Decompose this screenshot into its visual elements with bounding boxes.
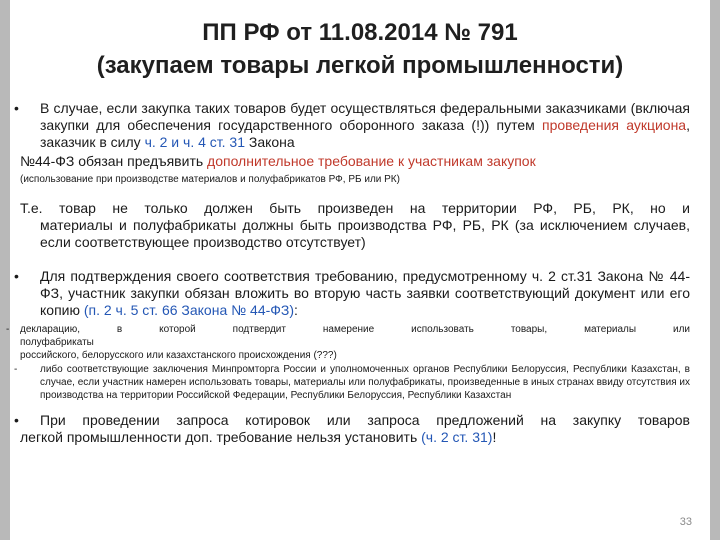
bullet: • [14,268,19,284]
highlight-requirement: дополнительное требование к участникам закупок [207,153,536,169]
dash-item-2: - либо соответствующие заключения Минпромторга России и уполномоченных органов Республики Белоруссия, Республики Казахстан, в случае, если участник намерен использовать товары, материалы или полуфабрикаты, произведенные в иных странах ввиду отсутствия их производства на территории Российской Федерации, Республики Белоруссия, Республики Казахстан [14,364,690,401]
slide [6,0,710,540]
title-line-2: (закупаем товары легкой промышленности) [96,52,624,79]
dash-marker: - [6,324,10,335]
dash-item-1-line2: полуфабрикаты [20,337,94,348]
paragraph-2-line1: Т.е. товар не только должен быть произведен на территории РФ, РБ, РК, но и [20,200,690,216]
bullet: • [14,100,19,116]
law-reference: ч. 2 и ч. 4 ст. 31 [144,134,245,150]
dash-marker: - [14,364,18,375]
paragraph-1: • В случае, если закупка таких товаров будет осуществляться федеральными заказчиками (включая закупки для обеспечения государственного оборонного заказа (!)) путем проведения аукциона, заказчик в силу ч. 2 и ч. 4 ст. 31 Закона [14,100,690,150]
slide-body [6,100,690,446]
title-line-1: ПП РФ от 11.08.2014 № 791 [202,19,518,46]
law-reference: (ч. 2 ст. 31) [421,429,493,445]
paragraph-4-line2: легкой промышленности доп. требование нельзя установить (ч. 2 ст. 31)! [20,429,497,445]
slide-title [10,16,710,82]
dash-item-1-line3: российского, белорусского или казахстанского происхождения (???) [20,350,337,361]
paragraph-2: материалы и полуфабрикаты должны быть производства РФ, РБ, РК (за исключением случаев, если соответствующее производство отсутствует) [40,217,690,250]
highlight-auction: проведения аукциона [541,117,687,133]
paragraph-3: • Для подтверждения своего соответствия требованию, предусмотренному ч. 2 ст.31 Закона № 44-ФЗ, участник закупки обязан вложить во вторую часть заявки соответствующий документ или его копию (п. 2 ч. 5 ст. 66 Закона № 44-ФЗ): [14,268,690,318]
page-number: 33 [679,516,692,528]
bullet: • [14,412,19,428]
paragraph-4-line1: • При проведении запроса котировок или запроса предложений на закупку товаров [14,412,690,428]
paragraph-1-note: (использование при производстве материалов и полуфабрикатов РФ, РБ или РК) [20,174,400,185]
law-reference: (п. 2 ч. 5 ст. 66 Закона № 44-ФЗ) [83,302,295,318]
paragraph-1-cont: №44-ФЗ обязан предъявить дополнительное требование к участникам закупок [20,153,536,169]
dash-item-1-line1: - декларацию, в которой подтвердит намерение использовать товары, материалы или [6,324,690,335]
